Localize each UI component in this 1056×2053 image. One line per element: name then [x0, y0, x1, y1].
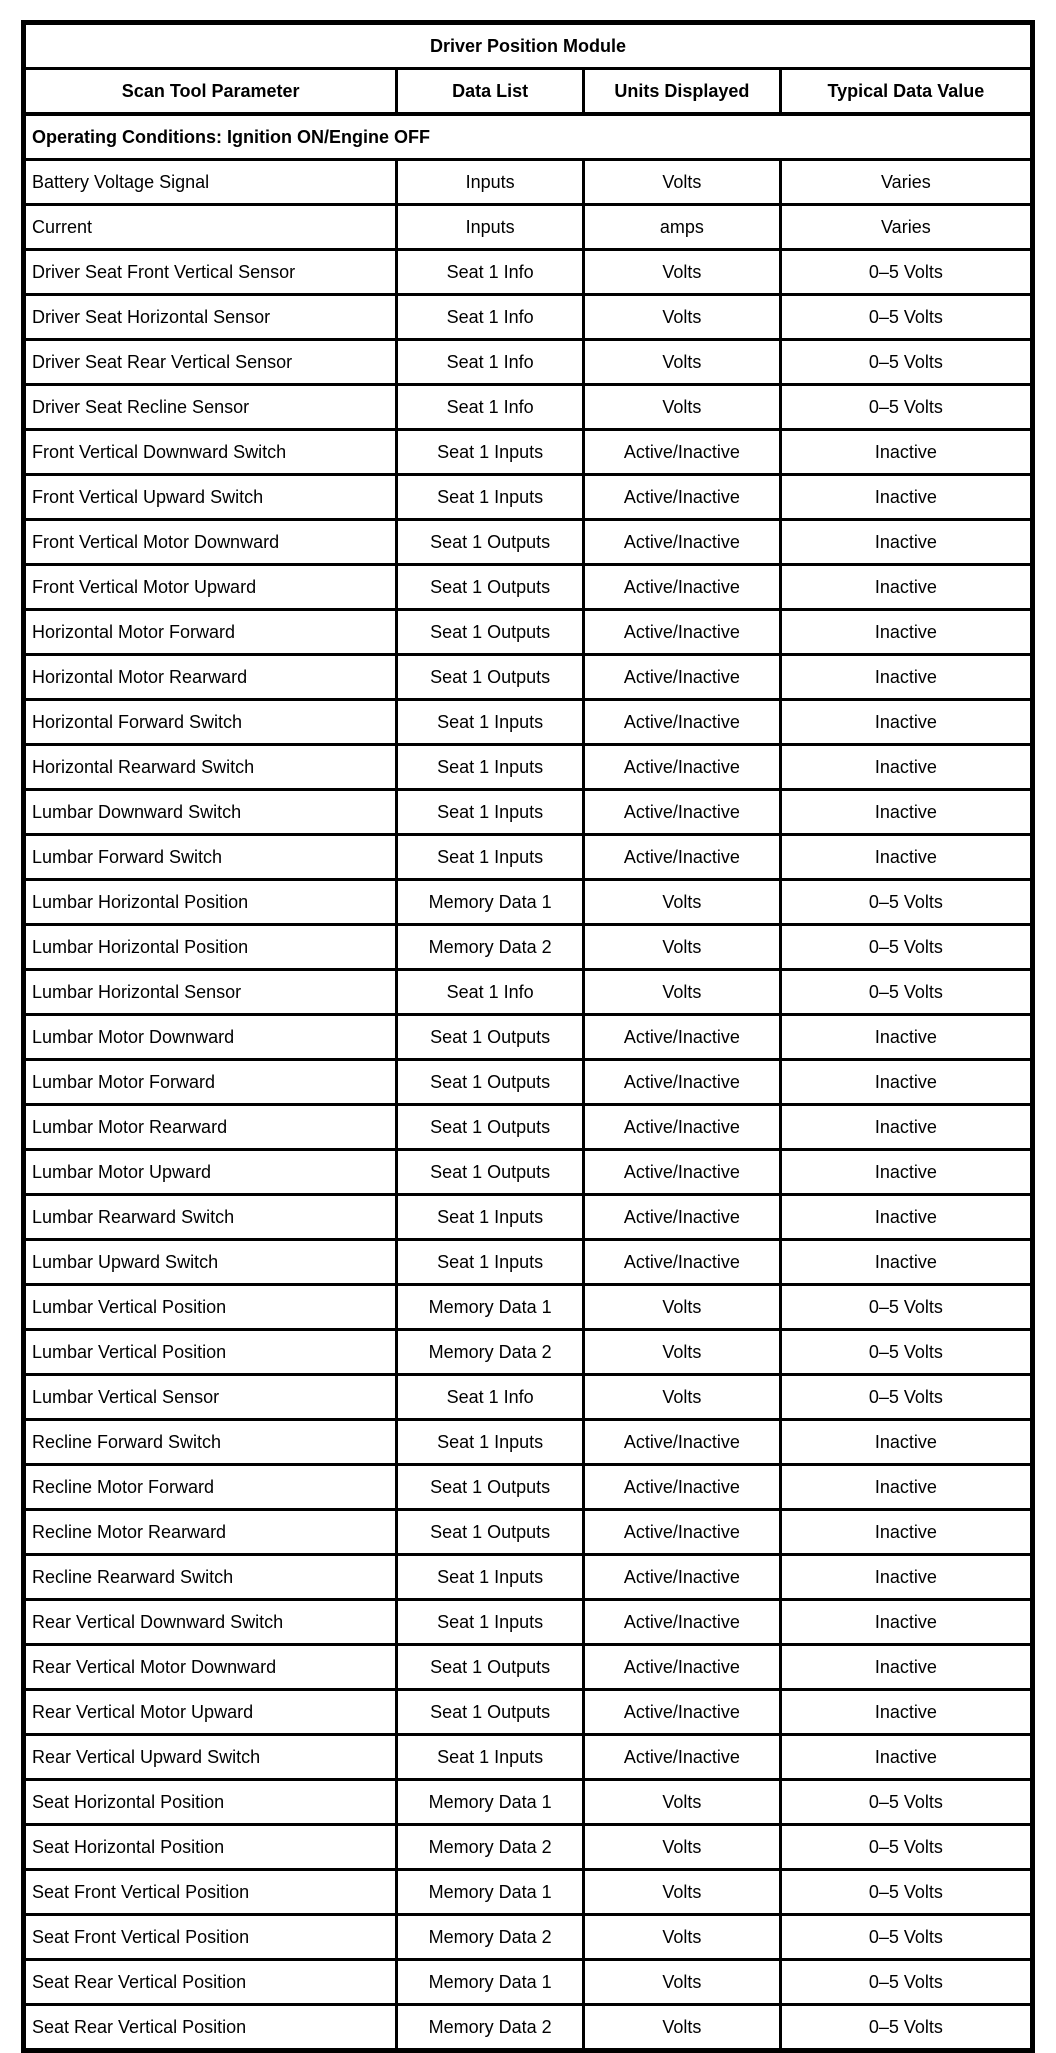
data-list-cell: Seat 1 Outputs: [397, 1150, 584, 1195]
data-list-cell: Seat 1 Inputs: [397, 1735, 584, 1780]
table-row: [24, 1015, 1033, 1060]
value-cell: 0–5 Volts: [780, 295, 1032, 340]
param-cell: Rear Vertical Motor Downward: [24, 1645, 397, 1690]
param-cell: Lumbar Motor Rearward: [24, 1105, 397, 1150]
param-cell: Lumbar Rearward Switch: [24, 1195, 397, 1240]
units-cell: Volts: [583, 1375, 780, 1420]
data-list-cell: Seat 1 Inputs: [397, 430, 584, 475]
units-cell: Volts: [583, 385, 780, 430]
data-list-cell: Seat 1 Info: [397, 1375, 584, 1420]
table-row: [24, 475, 1033, 520]
data-list-cell: Seat 1 Inputs: [397, 1600, 584, 1645]
value-cell: Inactive: [780, 1465, 1032, 1510]
data-list-cell: Memory Data 1: [397, 1285, 584, 1330]
table-row: [24, 745, 1033, 790]
units-cell: Volts: [583, 1330, 780, 1375]
table-row: [24, 295, 1033, 340]
value-cell: Inactive: [780, 1015, 1032, 1060]
param-cell: Horizontal Forward Switch: [24, 700, 397, 745]
data-list-cell: Memory Data 1: [397, 1780, 584, 1825]
table-row: [24, 385, 1033, 430]
table-row: [24, 1420, 1033, 1465]
units-cell: Volts: [583, 160, 780, 205]
value-cell: 0–5 Volts: [780, 250, 1032, 295]
table-row: [24, 1915, 1033, 1960]
value-cell: Inactive: [780, 1645, 1032, 1690]
column-header-typical-data-value: Typical Data Value: [780, 69, 1032, 115]
units-cell: Active/Inactive: [583, 1105, 780, 1150]
table-row: [24, 1240, 1033, 1285]
units-cell: Active/Inactive: [583, 1735, 780, 1780]
param-cell: Front Vertical Downward Switch: [24, 430, 397, 475]
table-row: [24, 1870, 1033, 1915]
section-header: Operating Conditions: Ignition ON/Engine OFF: [24, 114, 1033, 160]
param-cell: Seat Front Vertical Position: [24, 1915, 397, 1960]
value-cell: Inactive: [780, 565, 1032, 610]
units-cell: Volts: [583, 970, 780, 1015]
param-cell: Lumbar Motor Downward: [24, 1015, 397, 1060]
param-cell: Horizontal Motor Forward: [24, 610, 397, 655]
units-cell: Active/Inactive: [583, 1645, 780, 1690]
value-cell: 0–5 Volts: [780, 2005, 1032, 2051]
units-cell: Volts: [583, 1780, 780, 1825]
table-row: [24, 790, 1033, 835]
param-cell: Lumbar Motor Upward: [24, 1150, 397, 1195]
table-row: [24, 1645, 1033, 1690]
param-cell: Lumbar Horizontal Position: [24, 880, 397, 925]
value-cell: Inactive: [780, 1150, 1032, 1195]
data-list-cell: Memory Data 1: [397, 1870, 584, 1915]
value-cell: 0–5 Volts: [780, 1285, 1032, 1330]
param-cell: Seat Rear Vertical Position: [24, 2005, 397, 2051]
column-header-units-displayed: Units Displayed: [583, 69, 780, 115]
data-list-cell: Inputs: [397, 160, 584, 205]
param-cell: Rear Vertical Motor Upward: [24, 1690, 397, 1735]
units-cell: Active/Inactive: [583, 610, 780, 655]
table-row: [24, 925, 1033, 970]
units-cell: Active/Inactive: [583, 745, 780, 790]
data-list-cell: Seat 1 Outputs: [397, 1105, 584, 1150]
units-cell: Active/Inactive: [583, 1600, 780, 1645]
data-list-cell: Seat 1 Info: [397, 295, 584, 340]
table-row: [24, 1195, 1033, 1240]
data-list-cell: Seat 1 Inputs: [397, 475, 584, 520]
value-cell: Inactive: [780, 1600, 1032, 1645]
units-cell: Active/Inactive: [583, 1510, 780, 1555]
param-cell: Seat Horizontal Position: [24, 1825, 397, 1870]
data-list-cell: Memory Data 2: [397, 1915, 584, 1960]
units-cell: Active/Inactive: [583, 430, 780, 475]
table-row: [24, 2005, 1033, 2051]
value-cell: Inactive: [780, 700, 1032, 745]
units-cell: Volts: [583, 295, 780, 340]
data-list-cell: Seat 1 Outputs: [397, 1510, 584, 1555]
value-cell: 0–5 Volts: [780, 340, 1032, 385]
units-cell: Active/Inactive: [583, 700, 780, 745]
table-row: [24, 565, 1033, 610]
data-list-cell: Memory Data 2: [397, 1330, 584, 1375]
column-header-scan-tool-parameter: Scan Tool Parameter: [24, 69, 397, 115]
table-row: [24, 160, 1033, 205]
units-cell: Active/Inactive: [583, 1465, 780, 1510]
table-row: [24, 1330, 1033, 1375]
table-row: [24, 520, 1033, 565]
units-cell: Active/Inactive: [583, 1555, 780, 1600]
param-cell: Seat Rear Vertical Position: [24, 1960, 397, 2005]
units-cell: Active/Inactive: [583, 1690, 780, 1735]
units-cell: Volts: [583, 1915, 780, 1960]
value-cell: Inactive: [780, 1240, 1032, 1285]
param-cell: Lumbar Upward Switch: [24, 1240, 397, 1285]
value-cell: 0–5 Volts: [780, 1375, 1032, 1420]
value-cell: Varies: [780, 205, 1032, 250]
param-cell: Driver Seat Rear Vertical Sensor: [24, 340, 397, 385]
table-row: [24, 610, 1033, 655]
table-row: [24, 1375, 1033, 1420]
units-cell: Active/Inactive: [583, 1060, 780, 1105]
data-list-cell: Seat 1 Outputs: [397, 1060, 584, 1105]
value-cell: Inactive: [780, 475, 1032, 520]
units-cell: Volts: [583, 1870, 780, 1915]
value-cell: Inactive: [780, 1420, 1032, 1465]
value-cell: Inactive: [780, 1105, 1032, 1150]
param-cell: Battery Voltage Signal: [24, 160, 397, 205]
units-cell: Volts: [583, 2005, 780, 2051]
value-cell: Inactive: [780, 1555, 1032, 1600]
value-cell: 0–5 Volts: [780, 925, 1032, 970]
param-cell: Driver Seat Front Vertical Sensor: [24, 250, 397, 295]
param-cell: Lumbar Horizontal Sensor: [24, 970, 397, 1015]
value-cell: Inactive: [780, 1510, 1032, 1555]
value-cell: 0–5 Volts: [780, 880, 1032, 925]
data-list-cell: Seat 1 Inputs: [397, 1195, 584, 1240]
table-row: [24, 1960, 1033, 2005]
units-cell: Volts: [583, 1960, 780, 2005]
driver-position-module-table: [21, 20, 1035, 2053]
param-cell: Lumbar Vertical Sensor: [24, 1375, 397, 1420]
units-cell: amps: [583, 205, 780, 250]
data-list-cell: Seat 1 Inputs: [397, 790, 584, 835]
data-list-cell: Seat 1 Outputs: [397, 1690, 584, 1735]
value-cell: Inactive: [780, 610, 1032, 655]
table-row: [24, 1150, 1033, 1195]
table-row: [24, 1510, 1033, 1555]
table-row: [24, 700, 1033, 745]
data-list-cell: Seat 1 Outputs: [397, 1645, 584, 1690]
data-list-cell: Seat 1 Outputs: [397, 610, 584, 655]
param-cell: Rear Vertical Downward Switch: [24, 1600, 397, 1645]
value-cell: 0–5 Volts: [780, 1825, 1032, 1870]
units-cell: Volts: [583, 340, 780, 385]
data-list-cell: Seat 1 Inputs: [397, 1555, 584, 1600]
units-cell: Active/Inactive: [583, 655, 780, 700]
units-cell: Volts: [583, 880, 780, 925]
data-list-cell: Memory Data 1: [397, 880, 584, 925]
param-cell: Horizontal Rearward Switch: [24, 745, 397, 790]
units-cell: Active/Inactive: [583, 520, 780, 565]
param-cell: Driver Seat Recline Sensor: [24, 385, 397, 430]
table-row: [24, 1690, 1033, 1735]
value-cell: 0–5 Volts: [780, 970, 1032, 1015]
data-list-cell: Seat 1 Inputs: [397, 835, 584, 880]
param-cell: Current: [24, 205, 397, 250]
data-list-cell: Seat 1 Outputs: [397, 520, 584, 565]
table-row: [24, 1465, 1033, 1510]
data-list-cell: Seat 1 Info: [397, 970, 584, 1015]
units-cell: Active/Inactive: [583, 1240, 780, 1285]
units-cell: Active/Inactive: [583, 475, 780, 520]
value-cell: 0–5 Volts: [780, 1915, 1032, 1960]
param-cell: Recline Motor Forward: [24, 1465, 397, 1510]
param-cell: Front Vertical Motor Upward: [24, 565, 397, 610]
param-cell: Lumbar Horizontal Position: [24, 925, 397, 970]
data-list-cell: Seat 1 Outputs: [397, 565, 584, 610]
units-cell: Active/Inactive: [583, 790, 780, 835]
value-cell: Inactive: [780, 745, 1032, 790]
param-cell: Lumbar Downward Switch: [24, 790, 397, 835]
value-cell: Inactive: [780, 835, 1032, 880]
param-cell: Lumbar Vertical Position: [24, 1330, 397, 1375]
param-cell: Rear Vertical Upward Switch: [24, 1735, 397, 1780]
value-cell: 0–5 Volts: [780, 385, 1032, 430]
column-header-row: [24, 69, 1033, 115]
table-row: [24, 430, 1033, 475]
column-header-data-list: Data List: [397, 69, 584, 115]
table-row: [24, 1555, 1033, 1600]
table-row: [24, 205, 1033, 250]
param-cell: Recline Forward Switch: [24, 1420, 397, 1465]
table-row: [24, 1780, 1033, 1825]
title-row: [24, 23, 1033, 69]
table-row: [24, 340, 1033, 385]
param-cell: Lumbar Motor Forward: [24, 1060, 397, 1105]
value-cell: 0–5 Volts: [780, 1330, 1032, 1375]
table-row: [24, 970, 1033, 1015]
value-cell: Inactive: [780, 790, 1032, 835]
value-cell: 0–5 Volts: [780, 1780, 1032, 1825]
section-header-row: [24, 114, 1033, 160]
table-row: [24, 1285, 1033, 1330]
value-cell: 0–5 Volts: [780, 1870, 1032, 1915]
table-title: Driver Position Module: [24, 23, 1033, 69]
units-cell: Volts: [583, 925, 780, 970]
units-cell: Active/Inactive: [583, 565, 780, 610]
value-cell: 0–5 Volts: [780, 1960, 1032, 2005]
units-cell: Volts: [583, 250, 780, 295]
data-list-cell: Seat 1 Outputs: [397, 1465, 584, 1510]
units-cell: Active/Inactive: [583, 1195, 780, 1240]
table-row: [24, 1825, 1033, 1870]
units-cell: Volts: [583, 1825, 780, 1870]
param-cell: Recline Rearward Switch: [24, 1555, 397, 1600]
data-list-cell: Seat 1 Info: [397, 340, 584, 385]
data-list-cell: Seat 1 Info: [397, 250, 584, 295]
data-list-cell: Seat 1 Inputs: [397, 745, 584, 790]
table-row: [24, 1735, 1033, 1780]
param-cell: Front Vertical Motor Downward: [24, 520, 397, 565]
table-row: [24, 880, 1033, 925]
value-cell: Inactive: [780, 430, 1032, 475]
table-row: [24, 655, 1033, 700]
value-cell: Inactive: [780, 1060, 1032, 1105]
table-row: [24, 1060, 1033, 1105]
param-cell: Lumbar Vertical Position: [24, 1285, 397, 1330]
data-list-cell: Seat 1 Inputs: [397, 700, 584, 745]
table-body: [24, 160, 1033, 2051]
value-cell: Inactive: [780, 1690, 1032, 1735]
table-row: [24, 835, 1033, 880]
value-cell: Inactive: [780, 520, 1032, 565]
units-cell: Active/Inactive: [583, 1150, 780, 1195]
data-list-cell: Memory Data 1: [397, 1960, 584, 2005]
table-row: [24, 250, 1033, 295]
units-cell: Volts: [583, 1285, 780, 1330]
data-list-cell: Memory Data 2: [397, 2005, 584, 2051]
value-cell: Inactive: [780, 655, 1032, 700]
table-row: [24, 1600, 1033, 1645]
data-list-cell: Seat 1 Inputs: [397, 1240, 584, 1285]
data-list-cell: Memory Data 2: [397, 925, 584, 970]
param-cell: Recline Motor Rearward: [24, 1510, 397, 1555]
param-cell: Seat Horizontal Position: [24, 1780, 397, 1825]
param-cell: Lumbar Forward Switch: [24, 835, 397, 880]
table-row: [24, 1105, 1033, 1150]
units-cell: Active/Inactive: [583, 1420, 780, 1465]
data-list-cell: Memory Data 2: [397, 1825, 584, 1870]
param-cell: Horizontal Motor Rearward: [24, 655, 397, 700]
data-list-cell: Seat 1 Outputs: [397, 655, 584, 700]
value-cell: Inactive: [780, 1735, 1032, 1780]
data-list-cell: Seat 1 Outputs: [397, 1015, 584, 1060]
data-list-cell: Seat 1 Info: [397, 385, 584, 430]
param-cell: Seat Front Vertical Position: [24, 1870, 397, 1915]
param-cell: Front Vertical Upward Switch: [24, 475, 397, 520]
value-cell: Inactive: [780, 1195, 1032, 1240]
param-cell: Driver Seat Horizontal Sensor: [24, 295, 397, 340]
value-cell: Varies: [780, 160, 1032, 205]
data-list-cell: Seat 1 Inputs: [397, 1420, 584, 1465]
data-list-cell: Inputs: [397, 205, 584, 250]
units-cell: Active/Inactive: [583, 1015, 780, 1060]
units-cell: Active/Inactive: [583, 835, 780, 880]
